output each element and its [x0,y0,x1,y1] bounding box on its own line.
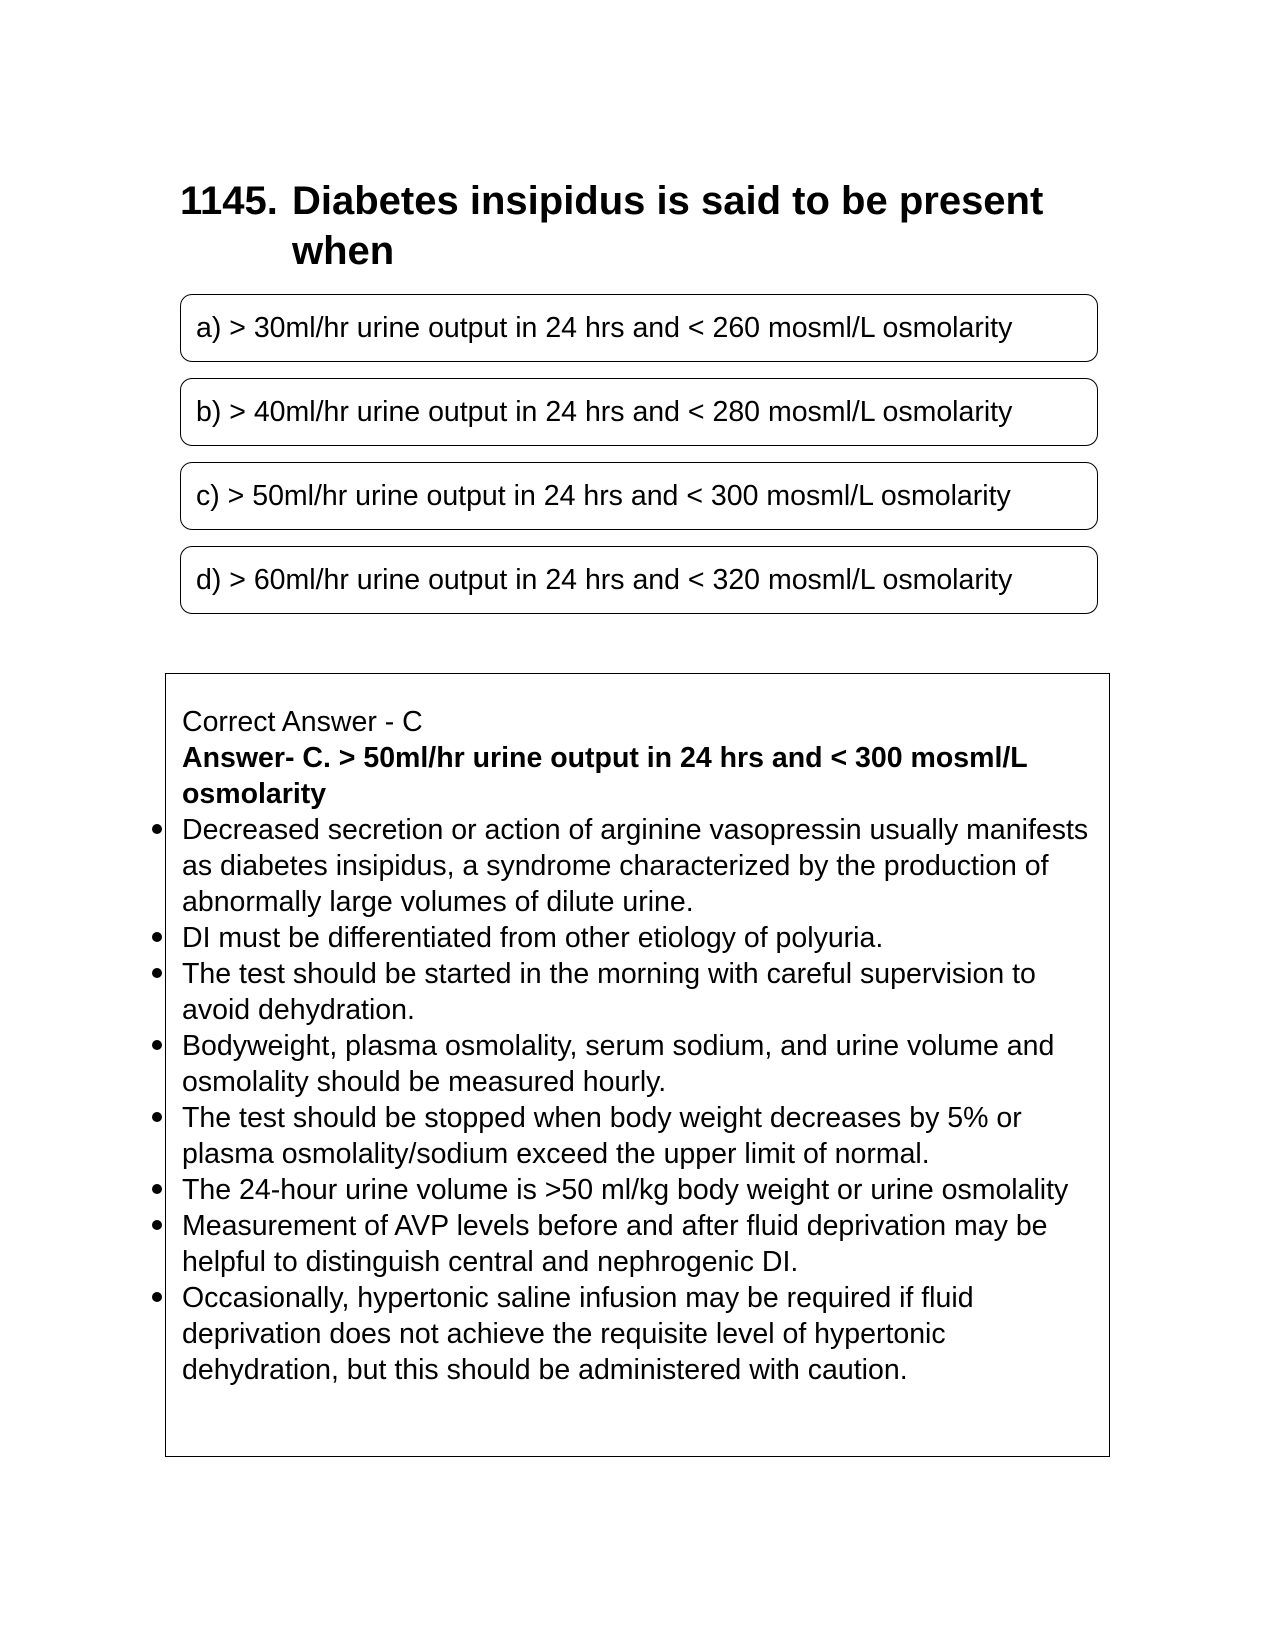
option-b[interactable]: b) > 40ml/hr urine output in 24 hrs and < 280 mosml/L osmolarity [180,378,1098,446]
list-item-text: The test should be stopped when body weight decreases by 5% or plasma osmolality/sodium exceed the upper limit of normal. [182,1102,1022,1170]
question-number: 1145. [180,179,278,223]
list-item-text: The 24-hour urine volume is >50 ml/kg body weight or urine osmolality [182,1174,1069,1206]
bullet-icon [152,968,162,978]
answer-content [182,704,1092,1388]
answer-box [165,673,1110,1457]
bullet-icon [152,1040,162,1050]
bullet-icon [152,1220,162,1230]
option-c[interactable]: c) > 50ml/hr urine output in 24 hrs and < 300 mosml/L osmolarity [180,462,1098,530]
correct-answer-line: Correct Answer - C [182,706,423,738]
list-item [182,1028,1092,1100]
list-item [182,1172,1092,1208]
question-heading [180,176,1100,276]
list-item [182,1100,1092,1172]
list-item [182,1208,1092,1280]
bullet-icon [152,932,162,942]
option-a[interactable]: a) > 30ml/hr urine output in 24 hrs and < 260 mosml/L osmolarity [180,294,1098,362]
options-list [180,294,1098,630]
list-item-text: DI must be differentiated from other etiology of polyuria. [182,922,884,954]
list-item [182,1280,1092,1388]
list-item [182,812,1092,920]
bullet-icon [152,1292,162,1302]
list-item [182,920,1092,956]
explanation-list [182,812,1092,1388]
bullet-icon [152,1184,162,1194]
list-item-text: Decreased secretion or action of arginine vasopressin usually manifests as diabetes insipidus, a syndrome characterized by the production of abnormally large volumes of dilute urine. [182,814,1089,918]
list-item [182,956,1092,1028]
list-item-text: Measurement of AVP levels before and after fluid deprivation may be helpful to distinguish central and nephrogenic DI. [182,1210,1048,1278]
option-d[interactable]: d) > 60ml/hr urine output in 24 hrs and < 320 mosml/L osmolarity [180,546,1098,614]
bullet-icon [152,824,162,834]
list-item-text: Bodyweight, plasma osmolality, serum sodium, and urine volume and osmolality should be measured hourly. [182,1030,1055,1098]
answer-heading: Answer- C. > 50ml/hr urine output in 24 hrs and < 300 mosml/L osmolarity [182,742,1028,810]
question-text: Diabetes insipidus is said to be present when [292,179,1044,273]
list-item-text: The test should be started in the morning with careful supervision to avoid dehydration. [182,958,1036,1026]
list-item-text: Occasionally, hypertonic saline infusion may be required if fluid deprivation does not achieve the requisite level of hypertonic dehydration, but this should be administered with caution. [182,1282,974,1386]
bullet-icon [152,1112,162,1122]
